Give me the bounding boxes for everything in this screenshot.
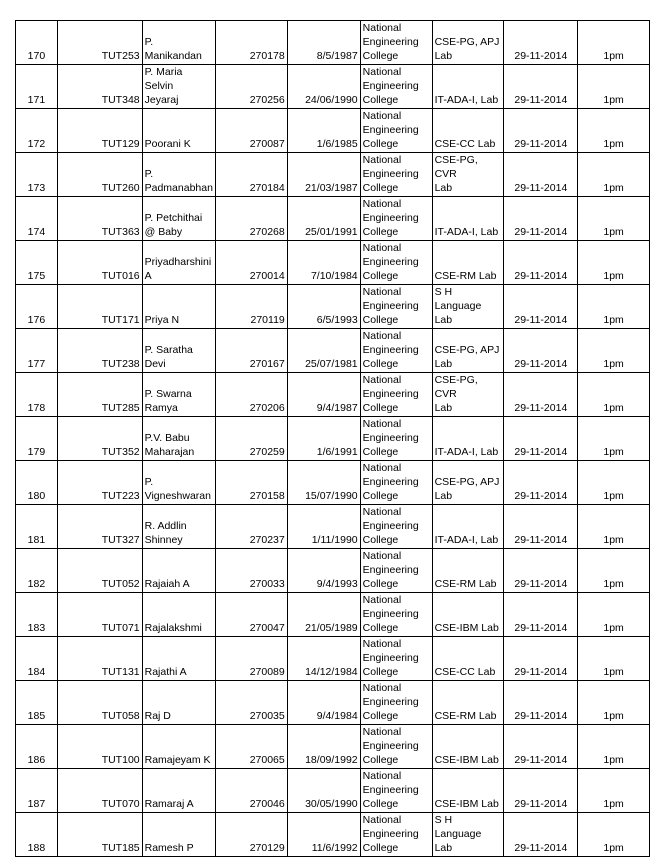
candidate-code-cell: TUT352 [57, 417, 142, 461]
candidate-name-cell: Ramesh P [142, 813, 215, 857]
exam-time-cell: 1pm [578, 769, 650, 813]
candidate-code-cell: TUT253 [57, 21, 142, 65]
candidate-code-cell: TUT100 [57, 725, 142, 769]
candidate-code-cell: TUT238 [57, 329, 142, 373]
date-of-birth-cell: 21/05/1989 [287, 593, 360, 637]
date-of-birth-cell: 1/11/1990 [287, 505, 360, 549]
candidate-code-cell: TUT129 [57, 109, 142, 153]
lab-cell: CSE-RM Lab [432, 549, 504, 593]
table-row [16, 769, 650, 813]
table-row [16, 725, 650, 769]
registration-number-cell: 270089 [215, 637, 287, 681]
exam-time-cell: 1pm [578, 373, 650, 417]
registration-number-cell: 270167 [215, 329, 287, 373]
date-of-birth-cell: 9/4/1993 [287, 549, 360, 593]
college-cell: National Engineering College [360, 813, 432, 857]
table-row [16, 417, 650, 461]
exam-time-cell: 1pm [578, 109, 650, 153]
lab-cell: CSE-CC Lab [432, 637, 504, 681]
date-of-birth-cell: 24/06/1990 [287, 65, 360, 109]
table-row [16, 197, 650, 241]
candidate-name-cell: P. Swarna Ramya [142, 373, 215, 417]
exam-date-cell: 29-11-2014 [504, 461, 578, 505]
candidate-code-cell: TUT285 [57, 373, 142, 417]
college-cell: National Engineering College [360, 681, 432, 725]
exam-date-cell: 29-11-2014 [504, 373, 578, 417]
exam-time-cell: 1pm [578, 637, 650, 681]
lab-cell: S H Language Lab [432, 813, 504, 857]
exam-date-cell: 29-11-2014 [504, 505, 578, 549]
table-row [16, 153, 650, 197]
college-cell: National Engineering College [360, 285, 432, 329]
candidate-name-cell: Priya N [142, 285, 215, 329]
table-row [16, 593, 650, 637]
candidate-code-cell: TUT052 [57, 549, 142, 593]
date-of-birth-cell: 9/4/1984 [287, 681, 360, 725]
college-cell: National Engineering College [360, 373, 432, 417]
date-of-birth-cell: 25/07/1981 [287, 329, 360, 373]
table-body [16, 21, 650, 857]
candidate-name-cell: P. Padmanabhan [142, 153, 215, 197]
exam-time-cell: 1pm [578, 813, 650, 857]
serial-number-cell: 181 [16, 505, 58, 549]
college-cell: National Engineering College [360, 197, 432, 241]
exam-time-cell: 1pm [578, 417, 650, 461]
table-row [16, 21, 650, 65]
candidate-code-cell: TUT327 [57, 505, 142, 549]
candidate-name-cell: Raj D [142, 681, 215, 725]
exam-date-cell: 29-11-2014 [504, 153, 578, 197]
candidate-name-cell: Priyadharshini A [142, 241, 215, 285]
lab-cell: IT-ADA-I, Lab [432, 65, 504, 109]
table-row [16, 373, 650, 417]
college-cell: National Engineering College [360, 593, 432, 637]
registration-number-cell: 270268 [215, 197, 287, 241]
college-cell: National Engineering College [360, 329, 432, 373]
serial-number-cell: 179 [16, 417, 58, 461]
date-of-birth-cell: 11/6/1992 [287, 813, 360, 857]
candidate-code-cell: TUT260 [57, 153, 142, 197]
serial-number-cell: 171 [16, 65, 58, 109]
exam-date-cell: 29-11-2014 [504, 725, 578, 769]
exam-time-cell: 1pm [578, 505, 650, 549]
date-of-birth-cell: 21/03/1987 [287, 153, 360, 197]
table-row [16, 241, 650, 285]
registration-number-cell: 270129 [215, 813, 287, 857]
candidate-name-cell: Rajathi A [142, 637, 215, 681]
serial-number-cell: 187 [16, 769, 58, 813]
exam-time-cell: 1pm [578, 681, 650, 725]
candidate-name-cell: Rajaiah A [142, 549, 215, 593]
date-of-birth-cell: 9/4/1987 [287, 373, 360, 417]
exam-date-cell: 29-11-2014 [504, 109, 578, 153]
table-row [16, 329, 650, 373]
college-cell: National Engineering College [360, 65, 432, 109]
candidate-name-cell: R. Addlin Shinney [142, 505, 215, 549]
lab-cell: IT-ADA-I, Lab [432, 197, 504, 241]
date-of-birth-cell: 25/01/1991 [287, 197, 360, 241]
college-cell: National Engineering College [360, 21, 432, 65]
college-cell: National Engineering College [360, 725, 432, 769]
exam-time-cell: 1pm [578, 593, 650, 637]
lab-cell: CSE-RM Lab [432, 681, 504, 725]
lab-cell: CSE-PG, CVR Lab [432, 373, 504, 417]
registration-number-cell: 270256 [215, 65, 287, 109]
college-cell: National Engineering College [360, 241, 432, 285]
registration-number-cell: 270158 [215, 461, 287, 505]
lab-cell: CSE-IBM Lab [432, 593, 504, 637]
serial-number-cell: 186 [16, 725, 58, 769]
lab-cell: CSE-PG, CVR Lab [432, 153, 504, 197]
serial-number-cell: 174 [16, 197, 58, 241]
exam-time-cell: 1pm [578, 21, 650, 65]
exam-date-cell: 29-11-2014 [504, 417, 578, 461]
college-cell: National Engineering College [360, 461, 432, 505]
table-row [16, 461, 650, 505]
table-row [16, 681, 650, 725]
exam-date-cell: 29-11-2014 [504, 241, 578, 285]
serial-number-cell: 173 [16, 153, 58, 197]
serial-number-cell: 177 [16, 329, 58, 373]
candidate-code-cell: TUT070 [57, 769, 142, 813]
candidate-name-cell: P. Maria Selvin Jeyaraj [142, 65, 215, 109]
serial-number-cell: 178 [16, 373, 58, 417]
exam-date-cell: 29-11-2014 [504, 681, 578, 725]
candidate-name-cell: Poorani K [142, 109, 215, 153]
candidate-name-cell: P.V. Babu Maharajan [142, 417, 215, 461]
exam-time-cell: 1pm [578, 153, 650, 197]
candidate-code-cell: TUT171 [57, 285, 142, 329]
date-of-birth-cell: 7/10/1984 [287, 241, 360, 285]
registration-number-cell: 270087 [215, 109, 287, 153]
table-row [16, 505, 650, 549]
candidate-code-cell: TUT223 [57, 461, 142, 505]
college-cell: National Engineering College [360, 153, 432, 197]
lab-cell: CSE-CC Lab [432, 109, 504, 153]
serial-number-cell: 182 [16, 549, 58, 593]
date-of-birth-cell: 15/07/1990 [287, 461, 360, 505]
college-cell: National Engineering College [360, 109, 432, 153]
table-row [16, 65, 650, 109]
candidate-code-cell: TUT131 [57, 637, 142, 681]
date-of-birth-cell: 18/09/1992 [287, 725, 360, 769]
registration-number-cell: 270206 [215, 373, 287, 417]
candidate-code-cell: TUT363 [57, 197, 142, 241]
exam-date-cell: 29-11-2014 [504, 329, 578, 373]
registration-number-cell: 270237 [215, 505, 287, 549]
registration-number-cell: 270035 [215, 681, 287, 725]
exam-date-cell: 29-11-2014 [504, 197, 578, 241]
serial-number-cell: 180 [16, 461, 58, 505]
lab-cell: CSE-PG, APJ Lab [432, 461, 504, 505]
candidate-code-cell: TUT348 [57, 65, 142, 109]
exam-time-cell: 1pm [578, 461, 650, 505]
registration-number-cell: 270046 [215, 769, 287, 813]
college-cell: National Engineering College [360, 637, 432, 681]
table-row [16, 637, 650, 681]
college-cell: National Engineering College [360, 417, 432, 461]
date-of-birth-cell: 14/12/1984 [287, 637, 360, 681]
college-cell: National Engineering College [360, 549, 432, 593]
serial-number-cell: 184 [16, 637, 58, 681]
candidate-name-cell: Rajalakshmi [142, 593, 215, 637]
candidate-name-cell: P. Petchithai @ Baby [142, 197, 215, 241]
table-row [16, 549, 650, 593]
college-cell: National Engineering College [360, 769, 432, 813]
lab-cell: CSE-IBM Lab [432, 725, 504, 769]
exam-time-cell: 1pm [578, 329, 650, 373]
lab-cell: IT-ADA-I, Lab [432, 505, 504, 549]
college-cell: National Engineering College [360, 505, 432, 549]
registration-number-cell: 270259 [215, 417, 287, 461]
serial-number-cell: 183 [16, 593, 58, 637]
candidate-name-cell: Ramajeyam K [142, 725, 215, 769]
registration-number-cell: 270047 [215, 593, 287, 637]
exam-date-cell: 29-11-2014 [504, 637, 578, 681]
exam-time-cell: 1pm [578, 285, 650, 329]
registration-number-cell: 270014 [215, 241, 287, 285]
registration-number-cell: 270184 [215, 153, 287, 197]
candidate-name-cell: P. Manikandan [142, 21, 215, 65]
candidate-name-cell: Ramaraj A [142, 769, 215, 813]
exam-date-cell: 29-11-2014 [504, 285, 578, 329]
exam-date-cell: 29-11-2014 [504, 549, 578, 593]
serial-number-cell: 170 [16, 21, 58, 65]
registration-number-cell: 270178 [215, 21, 287, 65]
candidate-name-cell: P. Saratha Devi [142, 329, 215, 373]
registration-number-cell: 270065 [215, 725, 287, 769]
exam-date-cell: 29-11-2014 [504, 813, 578, 857]
date-of-birth-cell: 1/6/1985 [287, 109, 360, 153]
exam-time-cell: 1pm [578, 197, 650, 241]
lab-cell: IT-ADA-I, Lab [432, 417, 504, 461]
lab-cell: CSE-PG, APJ Lab [432, 21, 504, 65]
table-row [16, 285, 650, 329]
serial-number-cell: 175 [16, 241, 58, 285]
registration-number-cell: 270033 [215, 549, 287, 593]
exam-time-cell: 1pm [578, 65, 650, 109]
table-row [16, 109, 650, 153]
registration-number-cell: 270119 [215, 285, 287, 329]
lab-cell: S H Language Lab [432, 285, 504, 329]
candidate-name-cell: P. Vigneshwaran [142, 461, 215, 505]
lab-cell: CSE-PG, APJ Lab [432, 329, 504, 373]
exam-time-cell: 1pm [578, 725, 650, 769]
exam-date-cell: 29-11-2014 [504, 769, 578, 813]
serial-number-cell: 172 [16, 109, 58, 153]
date-of-birth-cell: 30/05/1990 [287, 769, 360, 813]
exam-time-cell: 1pm [578, 241, 650, 285]
date-of-birth-cell: 6/5/1993 [287, 285, 360, 329]
candidate-code-cell: TUT185 [57, 813, 142, 857]
exam-time-cell: 1pm [578, 549, 650, 593]
exam-date-cell: 29-11-2014 [504, 21, 578, 65]
serial-number-cell: 176 [16, 285, 58, 329]
serial-number-cell: 188 [16, 813, 58, 857]
exam-date-cell: 29-11-2014 [504, 593, 578, 637]
schedule-table [15, 20, 650, 857]
date-of-birth-cell: 1/6/1991 [287, 417, 360, 461]
date-of-birth-cell: 8/5/1987 [287, 21, 360, 65]
lab-cell: CSE-RM Lab [432, 241, 504, 285]
candidate-code-cell: TUT071 [57, 593, 142, 637]
exam-date-cell: 29-11-2014 [504, 65, 578, 109]
candidate-code-cell: TUT058 [57, 681, 142, 725]
lab-cell: CSE-IBM Lab [432, 769, 504, 813]
candidate-code-cell: TUT016 [57, 241, 142, 285]
serial-number-cell: 185 [16, 681, 58, 725]
